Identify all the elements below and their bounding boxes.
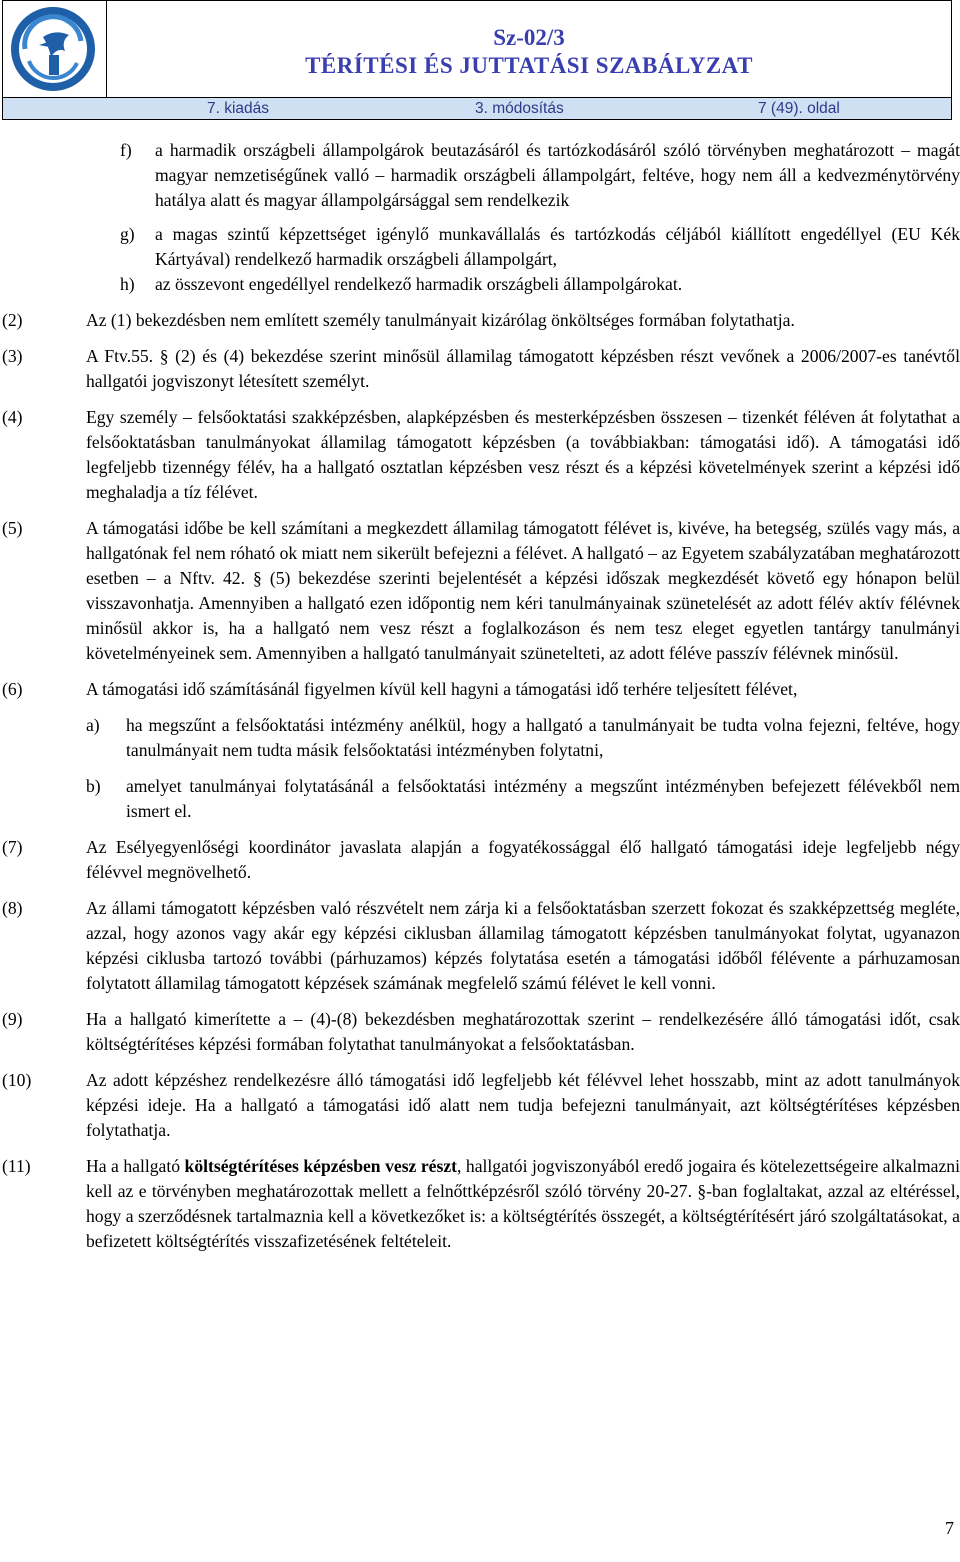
document-header <box>2 0 952 120</box>
paragraph-text: Az adott képzéshez rendelkezésre álló támogatási idő legfeljebb két félévvel lehet hosszabb, mint az adott tanulmányok képzési ideje. Ha a hallgató a támogatási idő alatt nem tudja befejezni tanulmányait, azt költségtérítéses képzésben folytathatja. <box>86 1070 960 1140</box>
paragraph-5 <box>0 516 960 666</box>
item-text: az összevont engedéllyel rendelkező harmadik országbeli állampolgárokat. <box>155 274 683 294</box>
paragraph-7 <box>0 835 960 885</box>
page-reference: 7 (49). oldal <box>758 100 840 117</box>
item-marker: f) <box>120 140 132 160</box>
paragraph-number: (4) <box>2 407 23 427</box>
item-text: amelyet tanulmányai folytatásánál a felsőoktatási intézmény a megszűnt intézményben befejezett félévekből nem ismert el. <box>126 776 960 821</box>
item-text: ha megszűnt a felsőoktatási intézmény anélkül, hogy a hallgató a tanulmányait be tudta volna fejezni, feltéve, hogy tanulmányait nem tudta másik felsőoktatási intézményben folytatni, <box>126 715 960 760</box>
item-text: a magas szintű képzettséget igénylő munkavállalás és tartózkodás céljából kiállított engedéllyel (EU Kék Kártyával) rendelkező harmadik országbeli állampolgárt, <box>155 224 960 269</box>
page-number: 7 <box>945 1518 954 1538</box>
university-logo-icon <box>3 1 103 97</box>
paragraph-text-end: , hallgatói jogviszonyából eredő jogaira és kötelezettségeire alkalmazni kell az e törvényben meghatározottak mellett a felnőttképzésről szóló törvény 20-27. §-ban foglaltakat, azzal az eltéréssel, hogy a szerződésnek tartalmaznia kell a következőket is: a költségtérítés összegét, a költségtérítésért járó szolgáltatásokat, a befizetett költségtérítés visszafizetésének feltételeit. <box>86 1156 960 1251</box>
paragraph-text: A Ftv.55. § (2) és (4) bekezdése szerint minősül államilag támogatott képzésben részt vevőnek a 2006/2007-es tanévtől hallgatói jogviszonyt létesített személyt. <box>86 346 960 391</box>
item-marker: g) <box>120 224 135 244</box>
paragraph-text: Az állami támogatott képzésben való részvételt nem zárja ki a felsőoktatásban szerzett fokozat és szakképzettség megléte, azzal, hogy azonos vagy akár egy képzési ciklusban államilag támogatott képzésben tanulmányokat folytat, ugyanazon képzési ciklusba tartozó további (párhuzamos) képzés folytatása esetén a támogatási időből félévente a párhuzamosan folytatott államilag támogatott képzések számának megfelelő számú félévet le kell vonni. <box>86 898 960 993</box>
paragraph-number: (5) <box>2 518 23 538</box>
paragraph-8 <box>0 896 960 996</box>
document-code: Sz-02/3 <box>493 25 565 50</box>
paragraph-4 <box>0 405 960 505</box>
paragraph-number: (11) <box>2 1156 31 1176</box>
paragraph-text: Az Esélyegyenlőségi koordinátor javaslata alapján a fogyatékossággal élő hallgató támogatási ideje legfeljebb négy félévvel megnövelhető. <box>86 837 960 882</box>
paragraph-number: (2) <box>2 310 23 330</box>
item-text: a harmadik országbeli állampolgárok beutazásáról és tartózkodásáról szóló törvényben meghatározott ‒ magát magyar nemzetiségűnek valló ‒ harmadik országbeli állampolgárt, feltéve, hogy nem áll a kedvezménytörvény hatálya alatt és magyar állampolgársággal sem rendelkezik <box>155 140 960 210</box>
paragraph-2 <box>0 308 960 333</box>
logo-cell <box>2 0 106 98</box>
document-info-bar <box>2 98 952 120</box>
paragraph-9 <box>0 1007 960 1057</box>
item-marker: a) <box>86 715 100 735</box>
paragraph-text: A támogatási időbe be kell számítani a megkezdett államilag támogatott félévet is, kivéve, ha betegség, szülés vagy más, a hallgatónak fel nem róható ok miatt nem sikerült befejezni a félévet. A hallgató ‒ az Egyetem szabályzatában meghatározott esetben ‒ a Nftv. 42. § (5) bekezdése szerinti bejelentését a képzési időszak megkezdését követő egy hónapon belül visszavonhatja. Amennyiben a hallgató ezen időpontig nem kéri tanulmányainak szünetelését az adott félév aktív félévnek minősül akkor is, ha a hallgató nem vesz részt a foglalkozáson és nem tesz eleget egyetlen tantárgy tanulmányi követelményeinek sem. Amennyiben a hallgató tanulmányait szünetelteti, az adott féléve passzív félévnek minősül. <box>86 518 960 663</box>
paragraph-text-start: Ha a hallgató <box>86 1156 185 1176</box>
paragraph-text: Az (1) bekezdésben nem említett személy tanulmányait kizárólag önköltséges formában folytathatja. <box>86 310 795 330</box>
paragraph-text: Egy személy ‒ felsőoktatási szakképzésben, alapképzésben és mesterképzésben összesen ‒ tizenkét féléven át folytathat a felsőoktatásban tanulmányokat államilag támogatott képzésben (a továbbiakban: támogatási idő). A támogatási idő legfeljebb tizennégy félév, ha a hallgató osztatlan képzésben vesz részt és a képzési követelmények szerint a képzési idő meghaladja a tíz félévet. <box>86 407 960 502</box>
document-body <box>0 138 960 1254</box>
item-marker: b) <box>86 776 101 796</box>
item-marker: h) <box>120 274 135 294</box>
paragraph-6 <box>0 677 960 702</box>
modification-label: 3. módosítás <box>475 100 564 117</box>
paragraph-number: (7) <box>2 837 23 857</box>
paragraph-6-item-a <box>0 713 960 763</box>
document-title: TÉRÍTÉSI ÉS JUTTATÁSI SZABÁLYZAT <box>305 53 753 78</box>
paragraph-text <box>86 1154 960 1254</box>
list-item-f <box>0 138 960 213</box>
title-cell <box>106 0 952 98</box>
paragraph-number: (6) <box>2 679 23 699</box>
list-item-g <box>0 222 960 272</box>
paragraph-text: Ha a hallgató kimerítette a ‒ (4)-(8) bekezdésben meghatározottak szerint ‒ rendelkezésére álló támogatási időt, csak költségtérítéses képzési formában folytathat tanulmányokat a felsőoktatásban. <box>86 1009 960 1054</box>
paragraph-10 <box>0 1068 960 1143</box>
paragraph-text: A támogatási idő számításánál figyelmen kívül kell hagyni a támogatási idő terhére teljesített félévet, <box>86 679 798 699</box>
paragraph-number: (3) <box>2 346 23 366</box>
paragraph-3 <box>0 344 960 394</box>
paragraph-number: (10) <box>2 1070 32 1090</box>
paragraph-number: (8) <box>2 898 23 918</box>
paragraph-number: (9) <box>2 1009 23 1029</box>
paragraph-text-bold: költségtérítéses képzésben vesz részt <box>184 1156 457 1176</box>
paragraph-11 <box>0 1154 960 1254</box>
list-item-h <box>0 272 960 297</box>
paragraph-6-item-b <box>0 774 960 824</box>
edition-label: 7. kiadás <box>207 100 270 117</box>
